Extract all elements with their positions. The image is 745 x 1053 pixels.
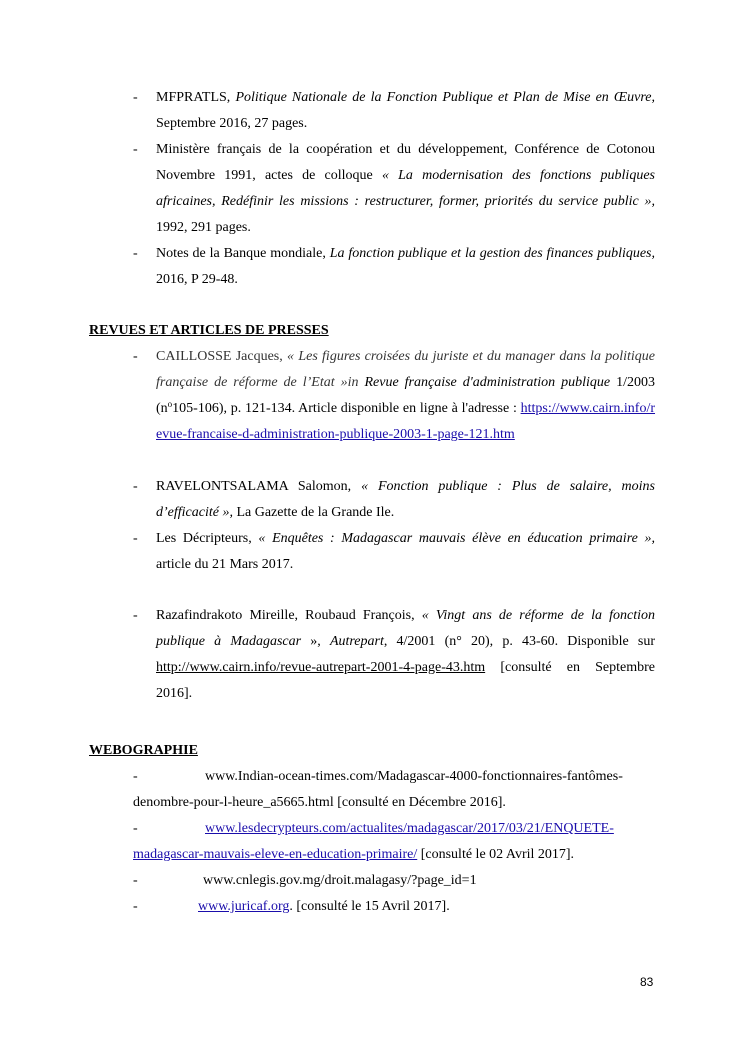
entry-details: Septembre 2016, 27 pages. <box>156 116 308 131</box>
entry-issue-a: 1/2003 (n <box>156 375 656 416</box>
bib-entry-body <box>156 241 655 293</box>
web-item-juricaf <box>133 894 655 920</box>
bib-entry-body <box>156 137 655 241</box>
entry-details: article du 21 Mars 2017. <box>156 557 294 572</box>
web-item-cnlegis <box>133 868 655 894</box>
bib-entry-banque-mondiale <box>133 241 655 293</box>
bullet-dash: - <box>133 531 138 546</box>
entry-issue-b: 105-106), p. 121-134. Article disponible en ligne à l'adresse : <box>172 401 517 416</box>
entry-title: « Vingt ans de réforme de la fonction publique à Madagascar <box>156 608 656 649</box>
entry-author: Les Décripteurs, <box>156 531 252 546</box>
entry-details: [consulté en Septembre 2016]. <box>156 660 656 701</box>
entry-title: « La modernisation des fonctions publiques africaines, Redéfinir les missions : restructurer, former, priorités du service public », <box>156 168 655 209</box>
bullet-dash: - <box>133 769 138 784</box>
bib-entry-caillosse <box>133 344 655 448</box>
web-item-lesdecrypteurs <box>133 816 655 842</box>
web-item-indian-ocean-times <box>133 764 655 790</box>
web-item-juricaf-text <box>198 894 450 920</box>
web-item-indian-ocean-times-cont <box>133 790 655 816</box>
bullet-dash: - <box>133 90 138 105</box>
entry-intro: Notes de la Banque mondiale, <box>156 246 326 261</box>
entry-author: Razafindrakoto Mireille, Roubaud François, <box>156 608 415 623</box>
entry-title: « Fonction publique : Plus de salaire, moins d’efficacité », <box>156 479 655 520</box>
page-number: 83 <box>640 975 654 989</box>
bullet-dash: - <box>133 821 138 836</box>
entry-journal: Autrepart <box>329 634 384 649</box>
entry-title: « Enquêtes : Madagascar mauvais élève en éducation primaire », <box>258 531 656 546</box>
bib-entry-ravelontsalama <box>133 474 655 526</box>
bullet-dash: - <box>133 479 138 494</box>
entry-author: RAVELONTSALAMA Salomon, <box>156 479 352 494</box>
article-link-cairn-rfap[interactable]: https://www.cairn.info/revue-francaise-d-administration-publique-2003-1-page-121.htm <box>156 401 656 442</box>
entry-details: La Gazette de la Grande Ile. <box>236 505 395 520</box>
web-url-text: www.Indian-ocean-times.com/Madagascar-4000-fonctionnaires-fantômes- <box>205 769 623 784</box>
web-item-lesdecrypteurs-cont <box>133 842 655 868</box>
entry-issue-sup: o <box>167 399 173 409</box>
webography-list <box>133 764 655 920</box>
bullet-dash: - <box>133 246 138 261</box>
entry-journal: Revue française d'administration publique <box>364 375 611 390</box>
bib-entry-body <box>156 526 655 578</box>
entry-issue: , 4/2001 (n° 20), p. 43-60. Disponible sur <box>383 634 656 649</box>
web-consult-date: . [consulté le 15 Avril 2017]. <box>289 899 450 914</box>
bib-entry-body <box>156 85 655 137</box>
entry-title: « Les figures croisées du juriste et du manager dans la politique française de réforme de l’Etat »in <box>156 349 655 390</box>
entry-author: MFPRATLS, <box>156 90 231 105</box>
web-url-text-cont: denombre-pour-l-heure_a5665.html [consulté en Décembre 2016]. <box>133 795 506 810</box>
bullet-dash: - <box>133 899 138 914</box>
entry-title: La fonction publique et la gestion des finances publiques, <box>329 246 656 261</box>
entry-intro: Ministère français de la coopération et du développement, Conférence de Cotonou Novembre 1991, actes de colloque <box>156 142 655 183</box>
web-link-juricaf[interactable]: www.juricaf.org <box>198 899 290 914</box>
bullet-dash: - <box>133 608 138 623</box>
bib-entry-razafindrakoto <box>133 603 655 707</box>
web-url-text: www.cnlegis.gov.mg/droit.malagasy/?page_id=1 <box>203 873 477 888</box>
web-link-lesdecrypteurs-cont[interactable]: madagascar-mauvais-eleve-en-education-primaire/ <box>133 847 418 862</box>
bib-entry-ministere <box>133 137 655 241</box>
bullet-dash: - <box>133 349 138 364</box>
entry-details: 1992, 291 pages. <box>156 220 251 235</box>
entry-title-close: », <box>310 634 321 649</box>
bib-entry-decripteurs <box>133 526 655 578</box>
bullet-dash: - <box>133 873 138 888</box>
bib-entry-body <box>156 603 655 707</box>
entry-title: Politique Nationale de la Fonction Publique et Plan de Mise en Œuvre, <box>235 90 655 105</box>
bullet-dash: - <box>133 142 138 157</box>
entry-details: 2016, P 29-48. <box>156 272 238 287</box>
entry-author: CAILLOSSE Jacques, <box>156 349 283 364</box>
article-link-cairn-autrepart[interactable]: http://www.cairn.info/revue-autrepart-2001-4-page-43.htm <box>156 660 486 675</box>
bib-entry-mfpratls <box>133 85 655 137</box>
section-heading-webographie: WEBOGRAPHIE <box>89 743 198 758</box>
web-consult-date: [consulté le 02 Avril 2017]. <box>417 847 575 862</box>
bib-entry-body <box>156 474 655 526</box>
bib-entry-body <box>156 344 655 448</box>
section-heading-revues: REVUES ET ARTICLES DE PRESSES <box>89 323 329 338</box>
web-link-lesdecrypteurs[interactable]: www.lesdecrypteurs.com/actualites/madagascar/2017/03/21/ENQUETE- <box>205 821 614 836</box>
